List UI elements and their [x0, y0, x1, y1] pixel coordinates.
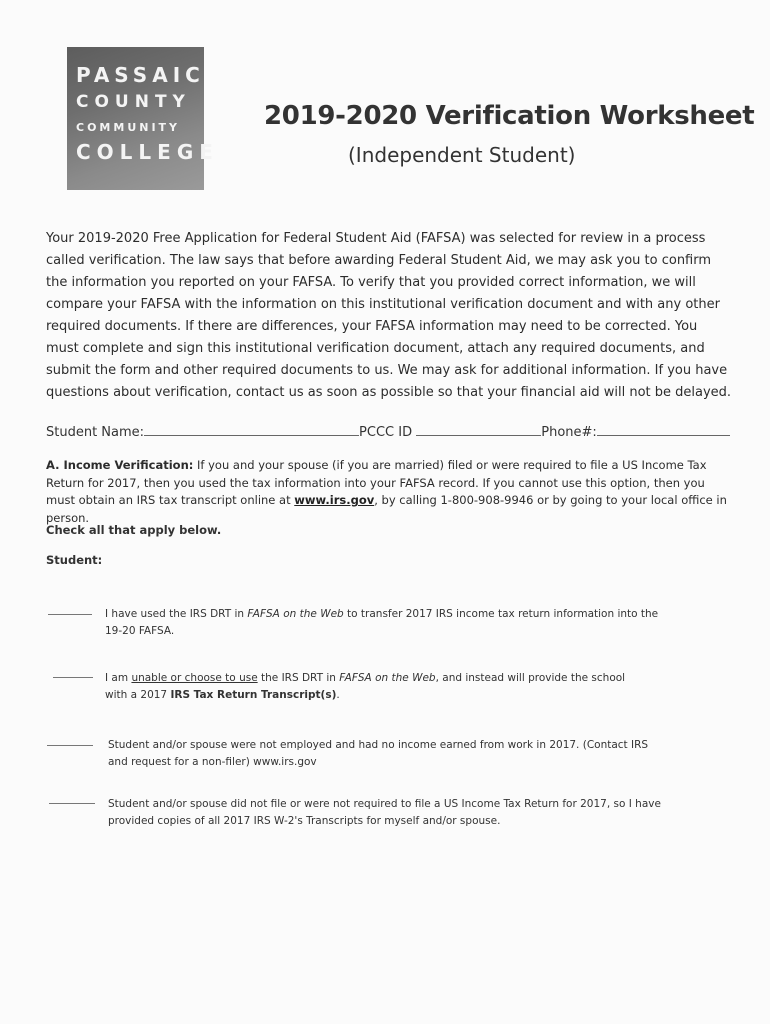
intro-paragraph: Your 2019-2020 Free Application for Federal Student Aid (FAFSA) was selected for review in a process called verification. The law says that before awarding Federal Student Aid, we may ask you to confirm the information you reported on your FAFSA. To verify that you provided correct information, we will compare your FAFSA with the information on this institutional verification document and with any other required documents. If there are differences, your FAFSA information may need to be corrected. You must complete and sign this institutional verification document, attach any required documents, and submit the form and other required documents to us. We may ask for additional information. If you have questions about verification, contact us as soon as possible so that your financial aid will not be delayed.: [46, 231, 732, 400]
option-text: I have used the IRS DRT in: [105, 608, 248, 620]
pccc-id-field[interactable]: [416, 423, 541, 436]
income-verification-text-end: , by calling 1-800-908-9946 or by going to your local office in person.: [46, 493, 727, 525]
pccc-id-label: PCCC ID: [359, 425, 413, 440]
college-logo: [67, 47, 219, 190]
option-text: the IRS DRT in: [257, 672, 340, 684]
option-no-tax-return: [108, 796, 728, 830]
checkbox-line-drt-used[interactable]: [48, 614, 92, 615]
option-text: and request for a non-filer) www.irs.gov: [108, 756, 317, 768]
logo-line-2: COUNTY: [76, 92, 191, 112]
phone-label: Phone#:: [541, 425, 597, 440]
option-text: I am: [105, 672, 132, 684]
logo-line-1: PASSAIC: [76, 63, 205, 87]
option-drt-not-used: [105, 670, 705, 704]
option-text-underlined: unable or choose to use: [131, 672, 258, 684]
option-no-income: [108, 737, 708, 771]
logo-line-3: COMMUNITY: [76, 121, 181, 134]
option-text: Student and/or spouse were not employed and had no income earned from work in 2017. (Contact IRS: [108, 739, 649, 751]
student-name-label: Student Name:: [46, 425, 145, 440]
check-all-heading: Check all that apply below.: [46, 523, 222, 537]
checkbox-line-no-income[interactable]: [47, 745, 93, 746]
irs-link[interactable]: www.irs.gov: [294, 493, 375, 507]
option-text: with a 2017: [105, 689, 171, 701]
option-text-italic: FAFSA on the Web: [339, 672, 436, 684]
option-text-bold: IRS Tax Return Transcript(s): [170, 689, 337, 701]
option-text: to transfer 2017 IRS income tax return information into the: [343, 608, 659, 620]
option-text: provided copies of all 2017 IRS W-2's Transcripts for myself and/or spouse.: [108, 815, 501, 827]
option-text: .: [336, 689, 340, 701]
income-verification-text: If you and your spouse (if you are married) filed or were required to file a US Income Tax Return for 2017, then you used the tax information into your FAFSA record. If you cannot use this option, then you must obtain an IRS tax transcript online at: [46, 458, 707, 507]
option-drt-used: [105, 606, 705, 640]
income-verification-heading: A. Income Verification:: [46, 458, 194, 472]
option-text: Student and/or spouse did not file or were not required to file a US Income Tax Return for 2017, so I have: [108, 798, 661, 810]
student-info-fields: [46, 423, 726, 440]
checkbox-line-drt-not-used[interactable]: [53, 677, 93, 678]
checkbox-line-no-tax-return[interactable]: [49, 803, 95, 804]
student-name-field[interactable]: [144, 423, 359, 436]
phone-field[interactable]: [597, 423, 730, 436]
logo-line-4: COLLEGE: [76, 140, 219, 164]
option-text-italic: FAFSA on the Web: [247, 608, 344, 620]
student-heading: Student:: [46, 553, 103, 567]
option-text: , and instead will provide the school: [435, 672, 626, 684]
page-title: 2019-2020 Verification Worksheet: [264, 101, 755, 131]
page-subtitle: (Independent Student): [348, 143, 576, 167]
income-verification-section: [46, 457, 736, 527]
option-text: 19-20 FAFSA.: [105, 625, 175, 637]
